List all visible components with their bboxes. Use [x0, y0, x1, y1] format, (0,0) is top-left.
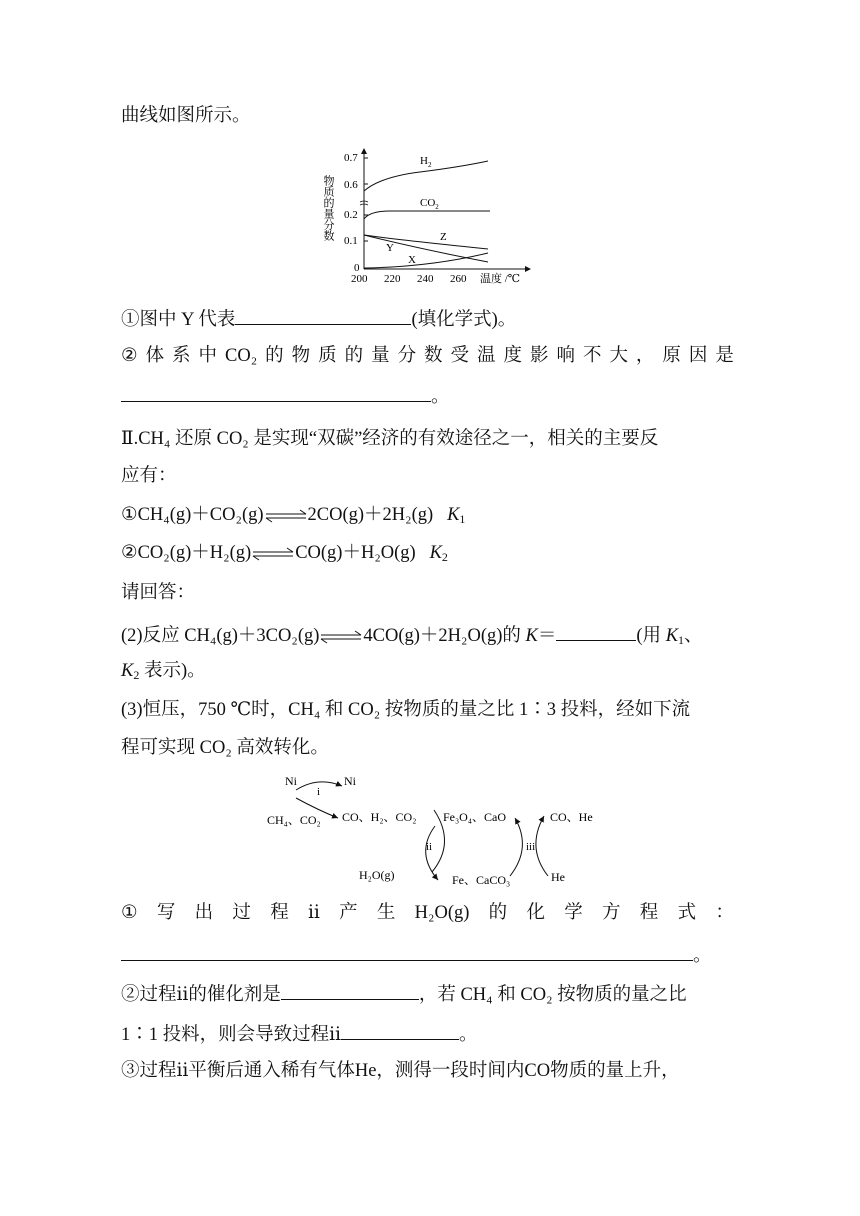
- question-2-line1: ② 体 系 中 CO₂ 的 物 质 的 量 分 数 受 温 度 影 响 不 大 ， 原 因 是: [121, 346, 734, 366]
- reaction-1: ①CH₄(g)＋CO₂(g) 2CO(g)＋2H₂(g) $K_1$: [121, 505, 466, 526]
- y-tick-01: 0.1: [344, 235, 358, 247]
- x-tick-240: 240: [417, 273, 434, 285]
- flow-he: He: [551, 870, 565, 884]
- q1-suffix: (填化学式)。: [411, 310, 517, 330]
- flow-ni-left: Ni: [285, 774, 297, 788]
- flow-h2o: H₂O(g): [359, 868, 395, 882]
- answer-prompt: 请回答：: [121, 583, 196, 603]
- intro-text: 曲线如图所示。: [121, 106, 251, 126]
- curve-x: [364, 253, 488, 268]
- equilibrium-arrow-icon: [251, 545, 295, 563]
- question-3-2-line2: 1∶1 投料，则会导致过程ⅱ 。: [121, 1019, 477, 1048]
- flow-step-iii: iii: [526, 841, 536, 853]
- label-z: Z: [440, 231, 447, 243]
- equilibrium-arrow-icon: [264, 507, 308, 525]
- y-tick-02: 0.2: [344, 209, 358, 221]
- flow-diagram: [260, 768, 610, 893]
- question-2-reaction: (2)反应 CH₄(g)＋3CO₂(g) 4CO(g)＋2H₂O(g)的 K＝ (用 $K_1$、: [121, 620, 703, 649]
- graph-y-title: 物质的量分数: [322, 175, 334, 241]
- y-tick-06: 0.6: [344, 179, 358, 191]
- flow-products: CO、H₂、CO₂: [342, 810, 417, 824]
- question-3-3-line1: ③过程ⅱ平衡后通入稀有气体He，测得一段时间内CO物质的量上升，: [121, 1061, 680, 1081]
- x-tick-200: 200: [351, 273, 368, 285]
- q1-answer-blank[interactable]: [235, 304, 411, 325]
- q3-2-catalyst-blank[interactable]: [281, 979, 419, 1000]
- x-tick-220: 220: [384, 273, 401, 285]
- q2-answer-blank[interactable]: [121, 381, 431, 402]
- label-h2: $H_2$: [420, 155, 432, 169]
- question-2-reaction-line2: $K_2$ 表示)。: [121, 661, 206, 682]
- flow-arrow-ii-left: [426, 826, 438, 880]
- part-ii-line2: 应有：: [121, 466, 177, 486]
- flow-step-ii: ii: [426, 841, 433, 853]
- q3-2-result-blank[interactable]: [341, 1019, 459, 1040]
- flow-fe-caco3: Fe、CaCO₃: [452, 873, 511, 887]
- label-co2: $CO_2$: [420, 197, 439, 211]
- question-3-2-line1: ②过程ⅱ的催化剂是 ，若 CH₄ 和 CO₂ 按物质的量之比: [121, 979, 687, 1008]
- flow-co-he: CO、He: [550, 810, 593, 824]
- curve-co2: [364, 211, 490, 219]
- flow-ni-right: Ni: [344, 774, 356, 788]
- q1-prefix: ①图中 Y 代表: [121, 310, 236, 330]
- part-ii-line1: Ⅱ.CH₄ 还原 CO₂ 是实现“双碳”经济的有效途径之一，相关的主要反: [121, 429, 659, 449]
- y-tick-07: 0.7: [344, 152, 358, 164]
- curve-z: [364, 235, 488, 249]
- flow-arrow-iii-left: [510, 818, 522, 876]
- flow-fe3o4-cao: Fe₃O₄、CaO: [443, 810, 507, 824]
- reaction-2: ②CO₂(g)＋H₂(g) CO(g)＋H₂O(g) $K_2$: [121, 543, 448, 564]
- flow-step-i: i: [317, 786, 321, 798]
- x-tick-260: 260: [450, 273, 467, 285]
- curve-y: [364, 235, 488, 262]
- question-1: [121, 304, 516, 333]
- q3-1-answer-blank[interactable]: [121, 940, 693, 961]
- question-3-line1: (3)恒压，750 ℃时，CH₄ 和 CO₂ 按物质的量之比 1∶3 投料，经如下流: [121, 700, 691, 720]
- equilibrium-arrow-icon: [319, 628, 363, 646]
- y-tick-0: 0: [354, 262, 360, 274]
- flow-reactants: CH₄、CO₂: [267, 813, 321, 827]
- question-3-line2: 程可实现 CO₂ 高效转化。: [121, 738, 329, 758]
- q-2-answer-blank[interactable]: [556, 620, 636, 641]
- question-3-1-line2: 。: [121, 940, 712, 969]
- x-axis-label: 温度 /℃: [480, 273, 521, 285]
- flow-arrow-iii-right: [536, 816, 548, 876]
- label-x: X: [408, 254, 416, 266]
- label-y: Y: [386, 242, 394, 254]
- question-3-1-line1: ① 写 出 过 程 ⅱ 产 生 H₂O(g) 的 化 学 方 程 式 ：: [121, 903, 734, 923]
- mole-fraction-graph: [320, 145, 540, 290]
- question-2-line2: 。: [121, 381, 450, 410]
